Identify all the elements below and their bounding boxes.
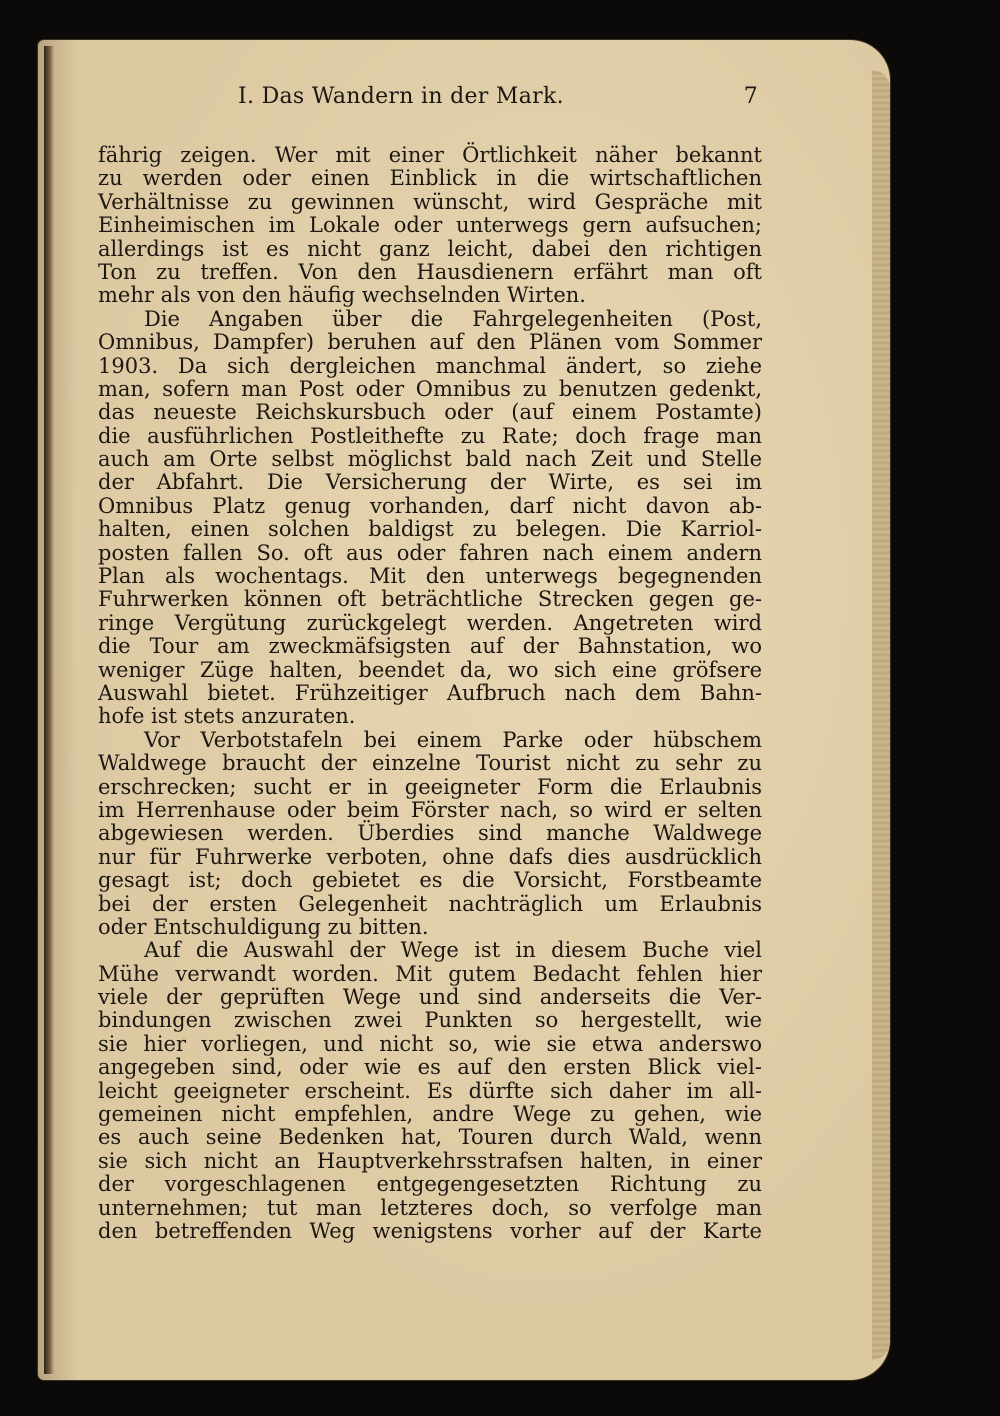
text-line: zu werden oder einen Einblick in die wirtschaftlichen <box>98 166 762 191</box>
text-line: bindungen zwischen zwei Punkten so hergestellt, wie <box>98 1008 762 1033</box>
text-line: nur für Fuhrwerke verboten, ohne dafs dies ausdrücklich <box>98 844 762 869</box>
paragraph <box>98 308 762 729</box>
text-line: Mühe verwandt worden. Mit gutem Bedacht fehlen hier <box>98 961 762 986</box>
text-line: im Herrenhause oder beim Förster nach, so wird er selten <box>98 797 762 822</box>
text-line: Einheimischen im Lokale oder unterwegs gern aufsuchen; <box>98 213 762 238</box>
text-line: gesagt ist; doch gebietet es die Vorsicht, Forstbeamte <box>98 868 762 893</box>
text-line: 1903. Da sich dergleichen manchmal ändert, so ziehe <box>98 353 762 378</box>
text-line: auch am Orte selbst möglichst bald nach Zeit und Stelle <box>98 447 762 472</box>
text-line: mehr als von den häufig wechselnden Wirten. <box>98 283 586 308</box>
paragraph <box>98 729 762 940</box>
text-line: gemeinen nicht empfehlen, andre Wege zu gehen, wie <box>98 1102 762 1127</box>
text-line: erschrecken; sucht er in geeigneter Form die Erlaubnis <box>98 774 762 799</box>
text-line: Ton zu treffen. Von den Hausdienern erfährt man oft <box>98 259 762 284</box>
running-head <box>238 84 758 116</box>
body-text <box>98 144 762 1243</box>
paragraph <box>98 939 762 1243</box>
text-line: abgewiesen werden. Überdies sind manche Waldwege <box>98 821 762 846</box>
text-line: sie hier vorliegen, und nicht so, wie sie etwa anderswo <box>98 1031 762 1056</box>
text-line: Verhältnisse zu gewinnen wünscht, wird Gespräche mit <box>98 189 762 214</box>
text-line: Plan als wochentags. Mit den unterwegs begegnenden <box>98 564 762 589</box>
text-line: unternehmen; tut man letzteres doch, so verfolge man <box>98 1195 762 1220</box>
text-line: halten, einen solchen baldigst zu belegen. Die Karriol- <box>98 517 762 542</box>
text-line: Vor Verbotstafeln bei einem Parke oder hübschem <box>144 727 762 752</box>
text-line: leicht geeigneter erscheint. Es dürfte sich daher im all- <box>98 1078 762 1103</box>
text-line: Waldwege braucht der einzelne Tourist nicht zu sehr zu <box>98 751 762 776</box>
text-line: Omnibus Platz genug vorhanden, darf nicht davon ab- <box>98 493 762 518</box>
paragraph <box>98 144 762 308</box>
text-line: Omnibus, Dampfer) beruhen auf den Plänen vom Sommer <box>98 330 762 355</box>
text-line: der Abfahrt. Die Versicherung der Wirte, es sei im <box>98 470 762 495</box>
text-line: fährig zeigen. Wer mit einer Örtlichkeit näher bekannt <box>98 143 762 167</box>
book-gutter <box>44 46 54 1374</box>
text-line: allerdings ist es nicht ganz leicht, dabei den richtigen <box>98 236 762 261</box>
page-edges <box>872 70 890 1360</box>
text-line: ringe Vergütung zurückgelegt werden. Angetreten wird <box>98 610 762 635</box>
text-line: Auswahl bietet. Frühzeitiger Aufbruch nach dem Bahn- <box>98 680 762 705</box>
text-line: der vorgeschlagenen entgegengesetzten Richtung zu <box>98 1172 762 1197</box>
text-line: den betreffenden Weg wenigstens vorher auf der Karte <box>98 1218 762 1243</box>
text-line: es auch seine Bedenken hat, Touren durch Wald, wenn <box>98 1125 762 1150</box>
text-line: angegeben sind, oder wie es auf den ersten Blick viel- <box>98 1055 762 1080</box>
text-line: bei der ersten Gelegenheit nachträglich um Erlaubnis <box>98 891 762 916</box>
text-line: die ausführlichen Postleithefte zu Rate; doch frage man <box>98 423 762 448</box>
text-line: die Tour am zweckmäfsigsten auf der Bahnstation, wo <box>98 634 762 659</box>
running-title: I. Das Wandern in der Mark. <box>238 84 564 109</box>
text-line: das neueste Reichskursbuch oder (auf einem Postamte) <box>98 400 762 425</box>
text-line: viele der geprüften Wege und sind anderseits die Ver- <box>98 985 762 1010</box>
text-line: weniger Züge halten, beendet da, wo sich eine gröfsere <box>98 657 762 682</box>
text-line: posten fallen So. oft aus oder fahren nach einem andern <box>98 540 762 565</box>
text-line: Fuhrwerken können oft beträchtliche Strecken gegen ge- <box>98 587 762 612</box>
text-line: hofe ist stets anzuraten. <box>98 704 356 729</box>
page-number: 7 <box>743 84 758 109</box>
text-line: Auf die Auswahl der Wege ist in diesem Buche viel <box>144 938 762 963</box>
text-line: oder Entschuldigung zu bitten. <box>98 914 429 939</box>
text-line: Die Angaben über die Fahrgelegenheiten (Post, <box>144 306 762 331</box>
text-line: man, sofern man Post oder Omnibus zu benutzen gedenkt, <box>98 376 762 401</box>
text-line: sie sich nicht an Hauptverkehrsstrafsen halten, in einer <box>98 1148 762 1173</box>
